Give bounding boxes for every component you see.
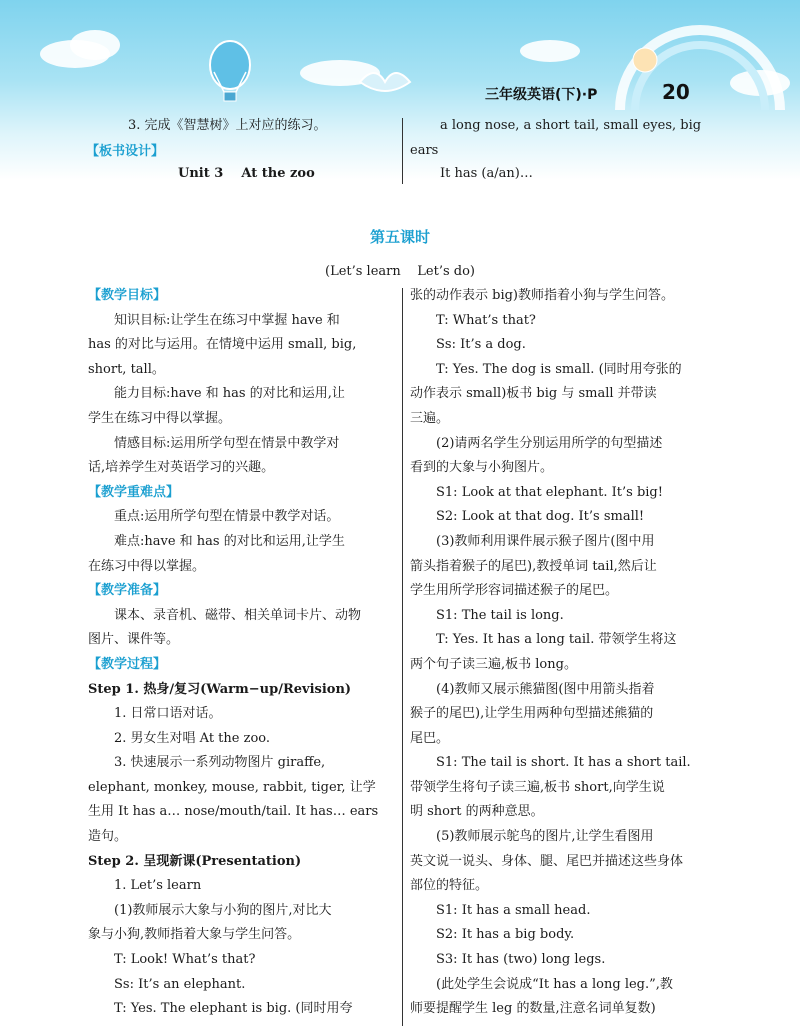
text-line: 情感目标:运用所学句型在情景中教学对 — [114, 435, 340, 451]
text-line: 在练习中得以掌握。 — [88, 558, 206, 574]
text-line: S3: It has (two) long legs. — [436, 952, 606, 968]
text-line: T: Look! What’s that? — [114, 952, 256, 968]
text-line: Ss: It’s an elephant. — [114, 976, 246, 992]
text-line: 箭头指着猴子的尾巴),教授单词 tail,然后让 — [410, 558, 657, 574]
text-line: Ss: It’s a dog. — [436, 337, 526, 353]
section-heading: 【教学目标】 — [88, 288, 167, 303]
text-line: 师要提醒学生 leg 的数量,注意名词单复数) — [410, 1001, 656, 1017]
text-line: Step 1. 热身/复习(Warm−up/Revision) — [88, 681, 352, 697]
right-column — [410, 284, 712, 1022]
text-line: S1: Look at that elephant. It’s big! — [436, 484, 663, 500]
text-line: 张的动作表示 big)教师指着小狗与学生问答。 — [410, 288, 675, 303]
rainbow-icon — [600, 20, 790, 110]
hot-air-balloon-icon — [200, 40, 260, 110]
text-line: elephant, monkey, mouse, rabbit, tiger, 让学 — [88, 779, 376, 795]
text-line: 难点:have 和 has 的对比和运用,让学生 — [114, 533, 345, 549]
section-heading: 【教学过程】 — [88, 656, 167, 672]
left-column — [88, 284, 390, 1022]
text-line: 1. 日常口语对话。 — [114, 706, 222, 722]
text-line: 明 short 的两种意思。 — [410, 804, 544, 820]
text-line: T: What’s that? — [436, 312, 536, 328]
text-line: 造句。 — [88, 829, 128, 845]
text-line: (4)教师又展示熊猫图(图中用箭头指着 — [436, 681, 655, 697]
bird-icon — [355, 64, 415, 104]
text-line: T: Yes. The dog is small. (同时用夸张的 — [436, 361, 682, 377]
text-line: 象与小狗,教师指着大象与学生问答。 — [88, 927, 301, 943]
section-heading: 【教学重难点】 — [88, 484, 180, 500]
text-line: S1: The tail is short. It has a short tail. — [436, 755, 691, 771]
section-heading: 【教学准备】 — [88, 583, 167, 599]
text-line: 学生用所学形容词描述猴子的尾巴。 — [410, 583, 619, 599]
text-line: 课本、录音机、磁带、相关单词卡片、动物 — [114, 607, 362, 623]
text-line: short, tall。 — [88, 361, 165, 377]
text-line: 动作表示 small)板书 big 与 small 并带读 — [410, 386, 657, 402]
text-line: 能力目标:have 和 has 的对比和运用,让 — [114, 386, 345, 402]
text-line: 英文说一说头、身体、腿、尾巴并描述这些身体 — [410, 853, 684, 869]
text-line: 知识目标:让学生在练习中掌握 have 和 — [114, 312, 340, 328]
text-line: 猴子的尾巴),让学生用两种句型描述熊猫的 — [410, 706, 654, 722]
text-line: (3)教师利用课件展示猴子图片(图中用 — [436, 533, 655, 549]
text-line: 生用 It has a… nose/mouth/tail. It has… ears — [88, 804, 379, 820]
cloud-decoration — [520, 40, 580, 62]
text-line: 重点:运用所学句型在情景中教学对话。 — [114, 509, 340, 525]
lesson-subtitle: (Let’s learn Let’s do) — [325, 264, 475, 279]
lesson-title: 第五课时 — [369, 228, 430, 246]
text-line: (2)请两名学生分别运用所学的句型描述 — [436, 435, 663, 451]
text-line: 带领学生将句子读三遍,板书 short,向学生说 — [410, 779, 665, 795]
text-line: (此处学生会说成“It has a long leg.”,教 — [436, 976, 673, 992]
text-line: S1: The tail is long. — [436, 607, 564, 623]
text-line: 部位的特征。 — [410, 878, 489, 894]
text-line: 三遍。 — [410, 410, 450, 426]
column-divider — [402, 118, 403, 184]
top-left-item: 3. 完成《智慧树》上对应的练习。 — [128, 118, 327, 133]
text-line: 话,培养学生对英语学习的兴趣。 — [88, 460, 275, 476]
text-line: 尾巴。 — [410, 730, 450, 746]
text-line: 2. 男女生对唱 At the zoo. — [114, 730, 271, 746]
text-line: 两个句子读三遍,板书 long。 — [410, 656, 577, 672]
text-line: 图片、课件等。 — [88, 632, 180, 648]
text-line: T: Yes. The elephant is big. (同时用夸 — [114, 1001, 353, 1017]
text-line: 1. Let’s learn — [114, 878, 202, 894]
page-number: 20 — [662, 80, 690, 104]
column-divider — [402, 288, 403, 1026]
text-line: S2: It has a big body. — [436, 927, 575, 943]
text-line: T: Yes. It has a long tail. 带领学生将这 — [436, 632, 677, 648]
book-title: 三年级英语(下)·P — [485, 87, 598, 103]
text-line: 3. 快速展示一系列动物图片 giraffe, — [114, 755, 326, 771]
board-design-heading: 【板书设计】 — [86, 144, 165, 159]
text-line: S1: It has a small head. — [436, 902, 591, 918]
text-line: (1)教师展示大象与小狗的图片,对比大 — [114, 902, 332, 918]
top-right-line: It has (a/an)… — [440, 166, 533, 181]
text-line: has 的对比与运用。在情境中运用 small, big, — [88, 337, 357, 353]
top-right-line: ears — [410, 143, 439, 158]
cloud-decoration — [70, 30, 120, 60]
board-title: Unit 3 At the zoo — [178, 166, 315, 181]
text-line: (5)教师展示鸵鸟的图片,让学生看图用 — [436, 829, 654, 845]
text-line: Step 2. 呈现新课(Presentation) — [88, 853, 302, 869]
text-line: S2: Look at that dog. It’s small! — [436, 509, 645, 525]
text-line: 学生在练习中得以掌握。 — [88, 410, 232, 426]
text-line: 看到的大象与小狗图片。 — [410, 460, 554, 476]
top-right-line: a long nose, a short tail, small eyes, big — [440, 118, 702, 133]
